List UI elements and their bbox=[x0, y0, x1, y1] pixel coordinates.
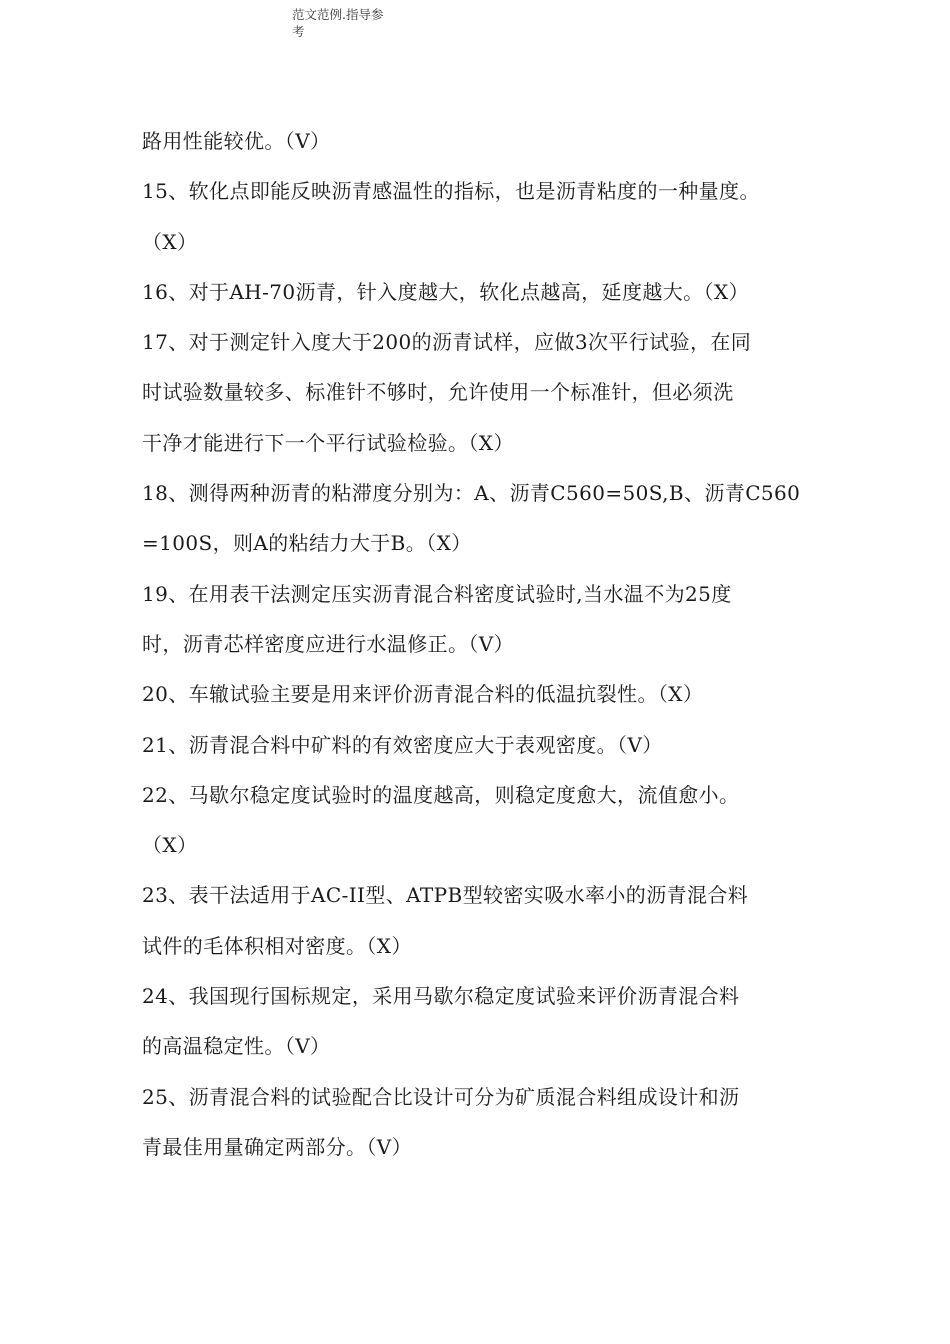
text-line: 23、表干法适用于AC-II型、ATPB型较密实吸水率小的沥青混合料 bbox=[142, 883, 749, 908]
text-line: 17、对于测定针入度大于200的沥青试样，应做3次平行试验，在同 bbox=[142, 330, 752, 355]
text-line: （X） bbox=[142, 833, 198, 858]
text-line: 22、马歇尔稳定度试验时的温度越高，则稳定度愈大，流值愈小。 bbox=[142, 782, 740, 807]
text-line: 青最佳用量确定两部分。（V） bbox=[142, 1134, 413, 1159]
header-line-1: 范文范例.指导参 bbox=[292, 7, 384, 22]
text-line: 路用性能较优。（V） bbox=[142, 129, 331, 153]
page-header bbox=[292, 6, 402, 40]
text-line: 15、软化点即能反映沥青感温性的指标，也是沥青粘度的一种量度。 bbox=[142, 179, 760, 204]
text-line: 21、沥青混合料中矿料的有效密度应大于表观密度。（V） bbox=[142, 732, 663, 757]
text-line: 干净才能进行下一个平行试验检验。（X） bbox=[142, 430, 514, 455]
text-line: 试件的毛体积相对密度。（X） bbox=[142, 933, 412, 958]
text-line: 时，沥青芯样密度应进行水温修正。（V） bbox=[142, 631, 515, 656]
text-line: 24、我国现行国标规定，采用马歇尔稳定度试验来评价沥青混合料 bbox=[142, 984, 740, 1009]
text-line: 18、测得两种沥青的粘滞度分别为：A、沥青C560=50S,B、沥青C560 bbox=[142, 481, 801, 506]
text-line: 时试验数量较多、标准针不够时，允许使用一个标准针，但必须洗 bbox=[142, 380, 734, 405]
text-line: 16、对于AH-70沥青，针入度越大，软化点越高，延度越大。（X） bbox=[142, 279, 749, 304]
text-line: 19、在用表干法测定压实沥青混合料密度试验时,当水温不为25度 bbox=[142, 581, 732, 606]
text-line: 20、车辙试验主要是用来评价沥青混合料的低温抗裂性。（X） bbox=[142, 682, 704, 707]
text-line: =100S，则A的粘结力大于B。（X） bbox=[142, 531, 472, 556]
question-list bbox=[142, 116, 822, 1172]
text-line: （X） bbox=[142, 229, 198, 254]
text-line: 25、沥青混合料的试验配合比设计可分为矿质混合料组成设计和沥 bbox=[142, 1084, 740, 1109]
text-line: 的高温稳定性。（V） bbox=[142, 1034, 331, 1059]
header-line-2: 考 bbox=[292, 24, 305, 39]
